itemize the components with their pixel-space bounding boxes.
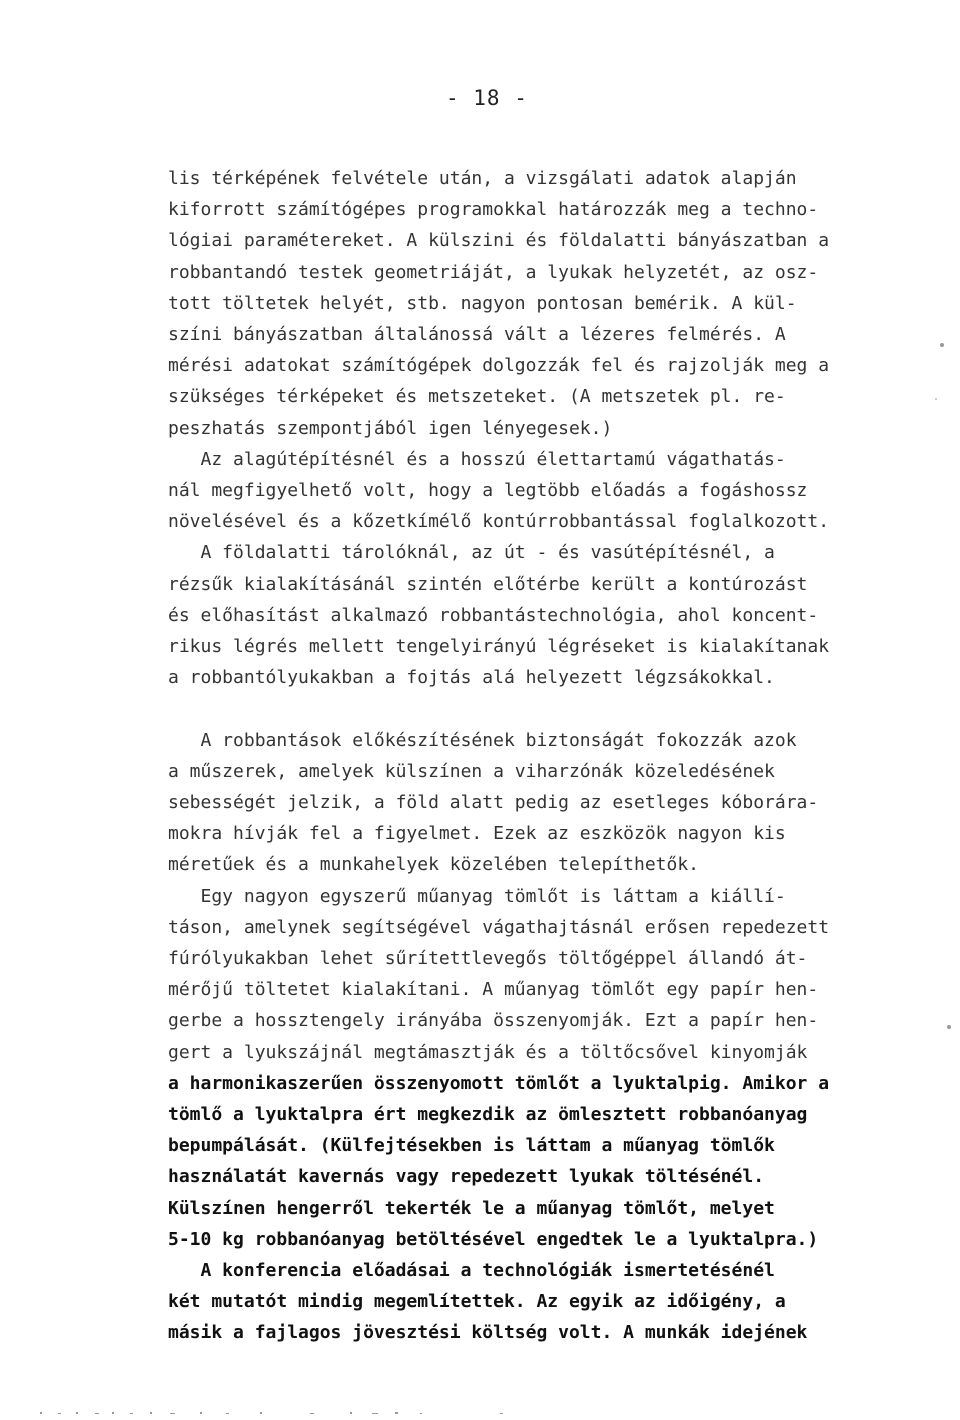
body-text-line: sebességét jelzik, a föld alatt pedig az esetleges kóborára- — [168, 792, 819, 813]
body-text-line: mokra hívják fel a figyelmet. Ezek az eszközök nagyon kis — [168, 823, 786, 845]
body-text-line: Külszínen hengerről tekerték le a műanyag tömlőt, melyet — [168, 1197, 775, 1219]
body-text-line: és előhasítást alkalmazó robbantástechnológia, ahol koncent- — [168, 604, 819, 626]
scan-speck — [947, 1025, 951, 1029]
body-text-line: tott töltetek helyét, stb. nagyon pontosan bemérik. A kül- — [168, 292, 797, 314]
scan-edge-noise — [0, 1408, 960, 1420]
page-number: - 18 - — [446, 86, 528, 110]
scan-speck — [935, 398, 937, 400]
body-text-line: színi bányászatban általánossá vált a lézeres felmérés. A — [168, 324, 786, 345]
body-text-line: A földalatti tárolóknál, az út - és vasútépítésnél, a — [168, 542, 775, 564]
body-text-line: táson, amelynek segítségével vágathajtásnál erősen repedezett — [168, 916, 830, 938]
body-text-line: másik a fajlagos jövesztési költség volt. A munkák idejének — [168, 1322, 808, 1344]
scan-speck — [940, 343, 944, 347]
body-text-line: 5-10 kg robbanóanyag betöltésével engedtek le a lyuktalpra.) — [168, 1228, 819, 1250]
body-text-line: A robbantások előkészítésének biztonságát fokozzák azok — [168, 729, 797, 751]
body-text-line: fúrólyukakban lehet sűrítettlevegős töltőgéppel állandó át- — [168, 948, 808, 969]
body-text-line: bepumpálását. (Külfejtésekben is láttam a műanyag tömlők — [168, 1135, 775, 1157]
body-text-line: a robbantólyukakban a fojtás alá helyezett légzsákokkal. — [168, 667, 775, 689]
body-text-line: használatát kavernás vagy repedezett lyukak töltésénél. — [168, 1166, 765, 1188]
body-text-line: Egy nagyon egyszerű műanyag tömlőt is láttam a kiállí- — [168, 885, 786, 907]
body-text-line: mérési adatokat számítógépek dolgozzák fel és rajzolják meg a — [168, 355, 830, 377]
body-text-line: mérőjű töltetet kialakítani. A műanyag tömlőt egy papír hen- — [168, 979, 819, 1001]
body-text-line: növelésével és a kőzetkímélő kontúrrobbantással foglalkozott. — [168, 511, 830, 533]
body-text-line: a harmonikaszerűen összenyomott tömlőt a lyuktalpig. Amikor a — [168, 1072, 830, 1094]
body-text-line: gerbe a hossztengely irányába összenyomják. Ezt a papír hen- — [168, 1010, 819, 1032]
body-text-line: rikus légrés mellett tengelyirányú légréseket is kialakítanak — [168, 636, 830, 657]
body-text-line: robbantandó testek geometriáját, a lyukak helyzetét, az osz- — [168, 261, 819, 283]
body-text-line: szükséges térképeket és metszeteket. (A metszetek pl. re- — [168, 386, 786, 408]
body-text-line: lógiai paramétereket. A külszini és földalatti bányászatban a — [168, 230, 830, 252]
body-text-line: két mutatót mindig megemlítettek. Az egyik az időigény, a — [168, 1291, 786, 1313]
body-text-line: lis térképének felvétele után, a vizsgálati adatok alapján — [168, 168, 797, 189]
body-text-line: a műszerek, amelyek külszínen a viharzónák közeledésének — [168, 760, 775, 782]
body-text-line: Az alagútépítésnél és a hosszú élettartamú vágathatás- — [168, 448, 786, 470]
body-text-line: A konferencia előadásai a technológiák ismertetésénél — [168, 1260, 775, 1281]
body-text-line: nál megfigyelhető volt, hogy a legtöbb előadás a fogáshossz — [168, 480, 808, 501]
body-text-line: rézsűk kialakításánál szintén előtérbe került a kontúrozást — [168, 573, 808, 595]
body-text-line: gert a lyukszájnál megtámasztják és a töltőcsővel kinyomják — [168, 1041, 808, 1063]
body-text-line: kiforrott számítógépes programokkal határozzák meg a techno- — [168, 199, 819, 221]
body-text-line: tömlő a lyuktalpra ért megkezdik az ömlesztett robbanóanyag — [168, 1104, 808, 1125]
body-text-line: peszhatás szempontjából igen lényegesek.) — [168, 417, 613, 439]
body-text-line: méretűek és a munkahelyek közelében telepíthetők. — [168, 854, 700, 876]
